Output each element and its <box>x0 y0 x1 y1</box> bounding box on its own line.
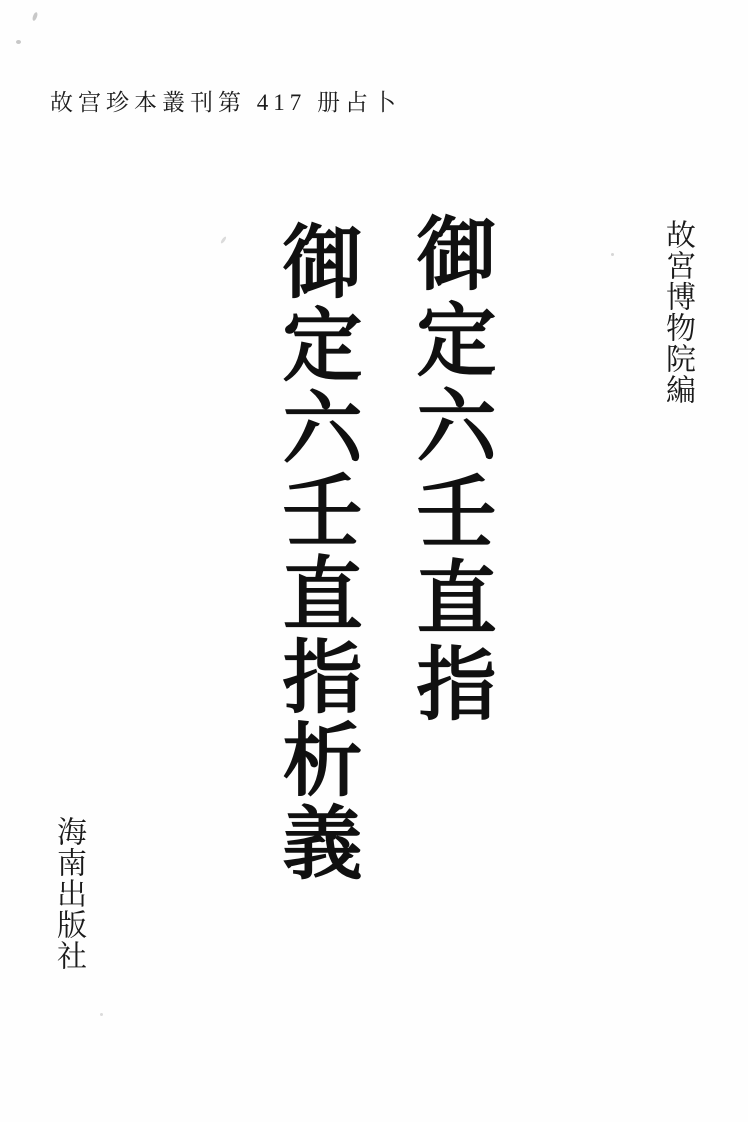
book-title-secondary: 御定六壬直指析義 <box>270 220 358 884</box>
editor-credit: 故宮博物院編 <box>661 219 694 405</box>
scan-speck <box>220 236 227 244</box>
scan-speck <box>16 40 21 44</box>
book-title-primary: 御定六壬直指 <box>404 212 492 728</box>
scan-speck <box>32 12 39 22</box>
series-header-text: 故宫珍本叢刊第 417 册占卜 <box>50 90 401 115</box>
scan-speck <box>611 253 614 256</box>
scan-speck <box>100 1013 103 1016</box>
publisher-name: 海南出版社 <box>52 816 85 971</box>
